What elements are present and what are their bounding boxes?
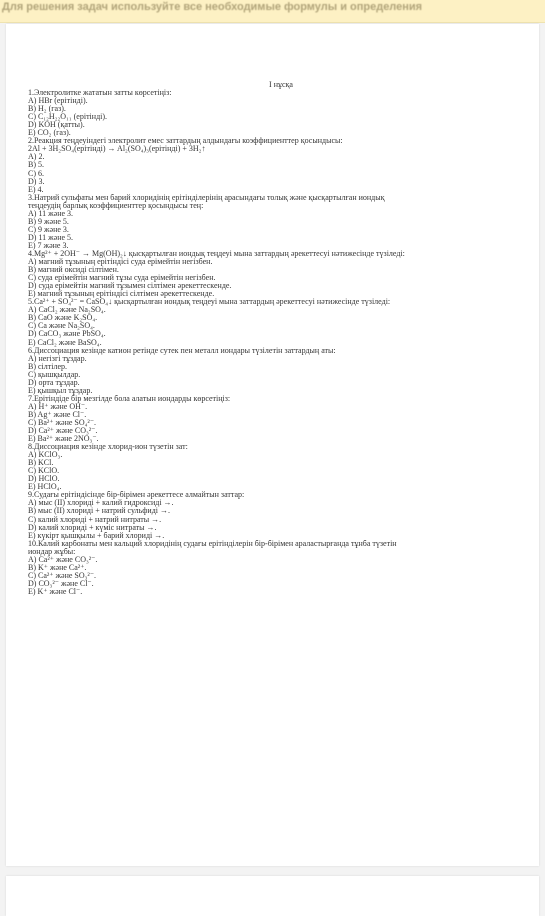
document-line: D) суда ерімейтін магний тұзымен сілтімен әрекеттескенде. (28, 282, 232, 291)
document-line: B) магний оксиді сілтімен. (28, 266, 119, 275)
document-line: B) мыс (II) хлориді + натрий сульфиді →. (28, 507, 170, 516)
document-line: E) Ba²⁺ және 2NO₃⁻. (28, 435, 99, 444)
document-line: E) магний тұзының ерітіндісі сілтімен әрекеттескенде. (28, 290, 215, 299)
document-line: E) 4. (28, 185, 44, 194)
document-line: E) CaCl₂ және BaSO₄. (28, 338, 102, 347)
page-content (28, 81, 520, 596)
document-line: A) Ca²⁺ және CO₃²⁻. (28, 555, 98, 564)
document-line: D) 11 және 5. (28, 233, 74, 242)
document-line: 2Al + 3H₂SO₄(ерітінді) → Al₂(SO₄)₃(ерітінді) + 3H₂↑ (28, 145, 206, 154)
document-line: D) HClO. (28, 475, 60, 484)
document-line: A) мыс (II) хлориді + калий гидроксиді →. (28, 499, 174, 508)
document-line: E) қышқыл тұздар. (28, 386, 93, 395)
document-line: C) 6. (28, 169, 44, 178)
document-line: A) 2. (28, 153, 45, 162)
document-line: 3.Натрий сульфаты мен барий хлоридінің ерітінділерінің арасындағы толық және қысқартылған иондық (28, 193, 385, 202)
document-line: C) қышқылдар. (28, 370, 81, 379)
document-line: 10.Калий карбонаты мен кальций хлоридінің судағы ерітінділерін бір-бірімен араластырғанда тұнба түзетін (28, 539, 397, 548)
document-line: 7.Ерітіндіде бір мезгілде бола алатын иондарды көрсетіңіз: (28, 394, 231, 403)
document-line: E) күкірт қышқылы + барий хлориді →. (28, 531, 165, 540)
document-line: A) магний тұзының ерітіндісі суда ерімейтін негізбен. (28, 258, 213, 267)
document-line: C) KClO. (28, 467, 60, 476)
banner-text: Для решения задач используйте все необходимые формулы и определения (2, 1, 422, 13)
document-line: D) CaCO₃ және PbSO₄. (28, 330, 106, 339)
document-line: A) HBr (ерітінді). (28, 97, 88, 106)
notification-banner (0, 0, 545, 23)
document-line: B) K⁺ және Ca²⁺. (28, 563, 87, 572)
document-line: C) Ca²⁺ және SO₃²⁻. (28, 571, 97, 580)
document-line: C) Ba²⁺ және SO₄²⁻. (28, 418, 97, 427)
document-line: A) H⁺ және OH⁻. (28, 402, 88, 411)
document-line: A) 11 және 3. (28, 209, 74, 218)
next-document-page (6, 876, 539, 916)
document-line: E) K⁺ және Cl⁻. (28, 587, 83, 596)
document-line: 2.Реакция теңдеуіндегі электролит емес заттардың алдындағы коэффициенттер қосындысы: (28, 137, 343, 146)
document-line: C) суда ерімейтін магний тұзы суда ерімейтін негізбен. (28, 274, 216, 283)
document-line: D) калий хлориді + күміс нитраты →. (28, 523, 157, 532)
document-page (6, 24, 539, 866)
document-line: B) H₂ (газ). (28, 105, 66, 114)
document-line: D) Ca²⁺ және CO₃²⁻. (28, 427, 98, 436)
document-line: D) CO₃²⁻ және Cl⁻. (28, 579, 94, 588)
document-line: A) KClO₃. (28, 451, 63, 460)
document-line: B) сілтілер. (28, 362, 68, 371)
document-line: E) 7 және 3. (28, 241, 69, 250)
document-line: B) CaO және K₂SO₄. (28, 314, 98, 323)
document-line: C) 9 және 3. (28, 225, 69, 234)
document-line: B) 9 және 5. (28, 217, 69, 226)
document-line: A) CaCl₂ және Na₂SO₄. (28, 306, 106, 315)
document-line: B) 5. (28, 161, 44, 170)
page-title: I нұсқа (269, 80, 293, 89)
document-line: теңдеудің барлық коэффициенттер қосындысы тең: (28, 201, 204, 210)
document-line: B) Ag⁺ және Cl⁻. (28, 410, 87, 419)
document-line: C) калий хлориді + натрий нитраты →. (28, 515, 162, 524)
document-line: 8.Диссоциация кезінде хлорид-ион түзетін зат: (28, 443, 188, 452)
document-line: D) KOH (қатты). (28, 121, 85, 130)
document-line: 4.Mg²⁺ + 2OH⁻ → Mg(OH)₂↓ қысқартылған иондық теңдеуі мына заттардың әрекеттесуі нәтижесінде түзіледі: (28, 249, 405, 258)
document-line: 1.Электролитке жататын затты көрсетіңіз: (28, 89, 172, 98)
document-line: иондар жұбы: (28, 547, 76, 556)
document-line: D) орта тұздар. (28, 378, 80, 387)
document-line: 6.Диссоциация кезінде катион ретінде сутек пен металл иондары түзілетін заттардың аты: (28, 346, 336, 355)
document-line: C) Ca және Na₂SO₄. (28, 322, 95, 331)
document-line: B) KCl. (28, 459, 54, 468)
document-line: D) 3. (28, 177, 45, 186)
document-line: E) CO₂ (газ). (28, 129, 71, 138)
document-line: A) негізгі тұздар. (28, 354, 87, 363)
document-line: C) C₁₂H₂₂O₁₁ (ерітінді). (28, 113, 108, 122)
document-line: E) HClO₄. (28, 483, 62, 492)
document-line: 9.Судағы ерітіндісінде бір-бірімен әрекеттесе алмайтын заттар: (28, 491, 245, 500)
document-line: 5.Ca²⁺ + SO₄²⁻ = CaSO₄↓ қысқартылған иондық теңдеуі мына заттардың әрекеттесуі нәтижесінде түзіледі: (28, 298, 391, 307)
